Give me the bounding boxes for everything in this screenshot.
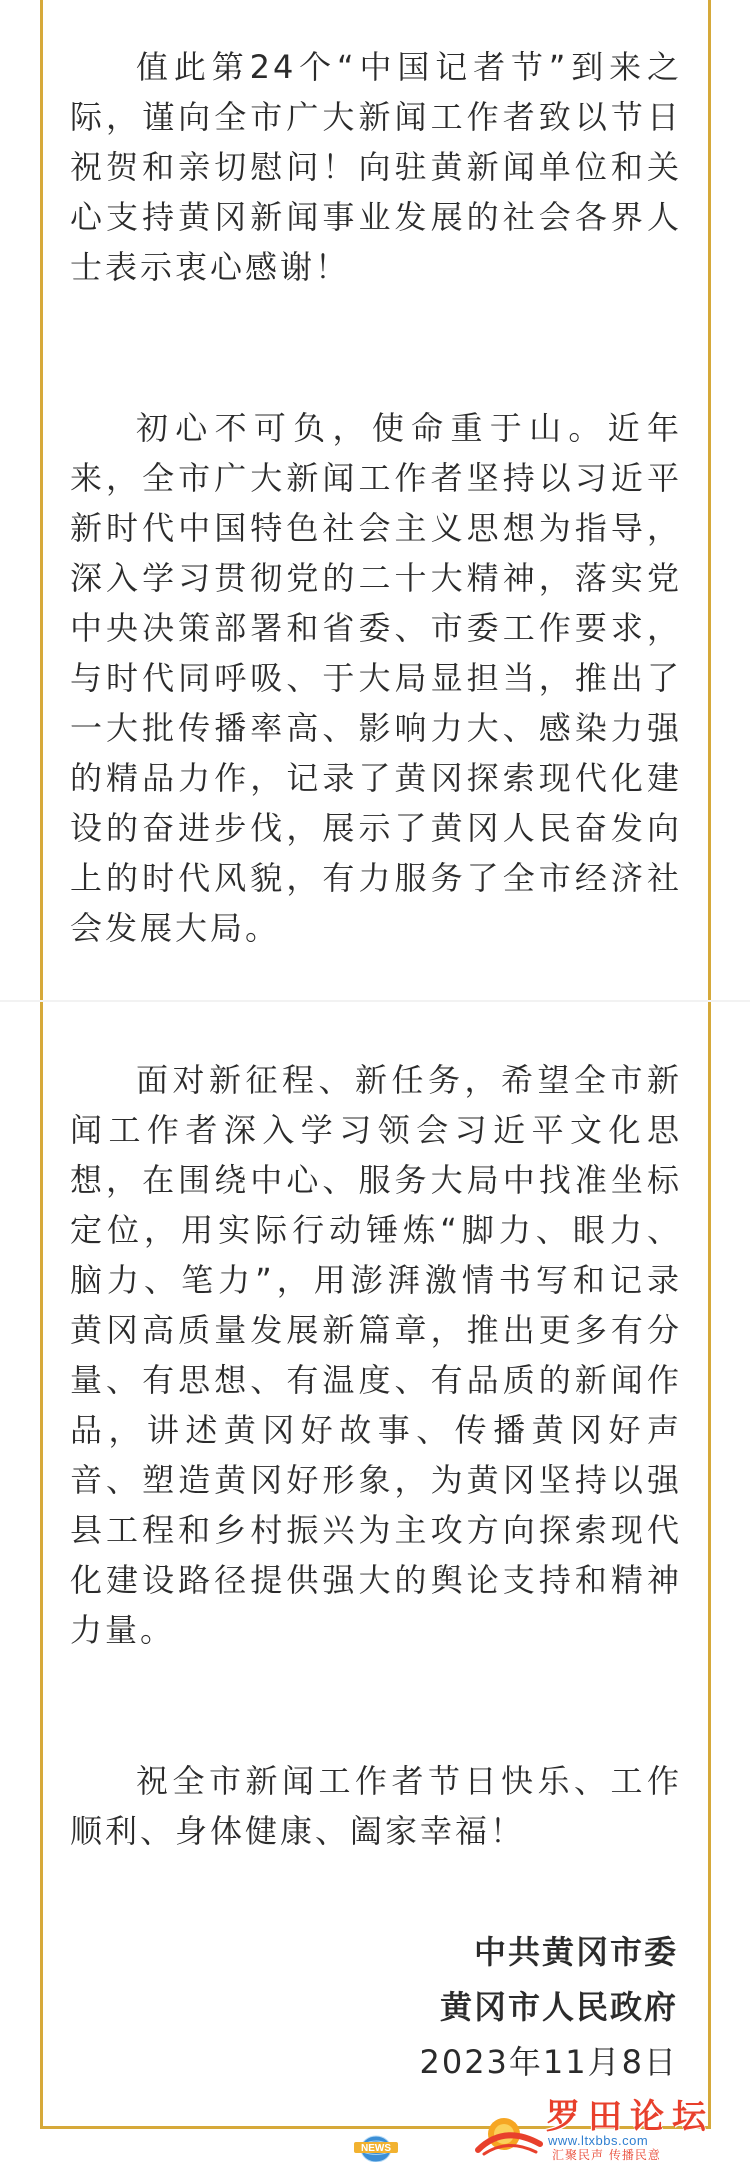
news-globe-icon [348,2130,404,2162]
signature-block [419,1925,678,2090]
frame-left-border [40,0,43,2128]
frame-right-border [708,0,711,2128]
signature-date: 2023年11月8日 [419,2043,678,2081]
watermark-title: 罗田论坛 [546,2097,714,2137]
news-badge-label: NEWS [361,2143,391,2154]
paragraph-achievements: 初心不可负，使命重于山。近年来，全市广大新闻工作者坚持以习近平新时代中国特色社会主义思想为指导，深入学习贯彻党的二十大精神，落实党中央决策部署和省委、市委工作要求，与时代同呼吸、于大局显担当，推出了一大批传播率高、影响力大、感染力强的精品力作，记录了黄冈探索现代化建设的奋进步伐，展示了黄冈人民奋发向上的时代风貌，有力服务了全市经济社会发展大局。 [70,409,682,947]
letter-body [70,28,682,1856]
watermark-url: www.ltxbbs.com [548,2133,649,2148]
signature-org-party: 中共黄冈市委 [473,1933,678,1971]
signature-org-government: 黄冈市人民政府 [439,1988,678,2026]
paragraph-expectations: 面对新征程、新任务，希望全市新闻工作者深入学习领会习近平文化思想，在围绕中心、服务大局中找准坐标定位，用实际行动锤炼“脚力、眼力、脑力、笔力”，用澎湃激情书写和记录黄冈高质量发展新篇章，推出更多有分量、有思想、有温度、有品质的新闻作品，讲述黄冈好故事、传播黄冈好声音、塑造黄冈好形象，为黄冈坚持以强县工程和乡村振兴为主攻方向探索现代化建设路径提供强大的舆论支持和精神力量。 [70,1061,682,1649]
forum-watermark [474,2097,742,2162]
paragraph-wishes: 祝全市新闻工作者节日快乐、工作顺利、身体健康、阖家幸福！ [70,1762,682,1850]
watermark-slogan: 汇聚民声 传播民意 [552,2148,661,2162]
sunrise-logo-icon [474,2104,544,2156]
paragraph-greeting: 值此第24个“中国记者节”到来之际，谨向全市广大新闻工作者致以节日祝贺和亲切慰问！向驻黄新闻单位和关心支持黄冈新闻事业发展的社会各界人士表示衷心感谢！ [70,48,682,286]
